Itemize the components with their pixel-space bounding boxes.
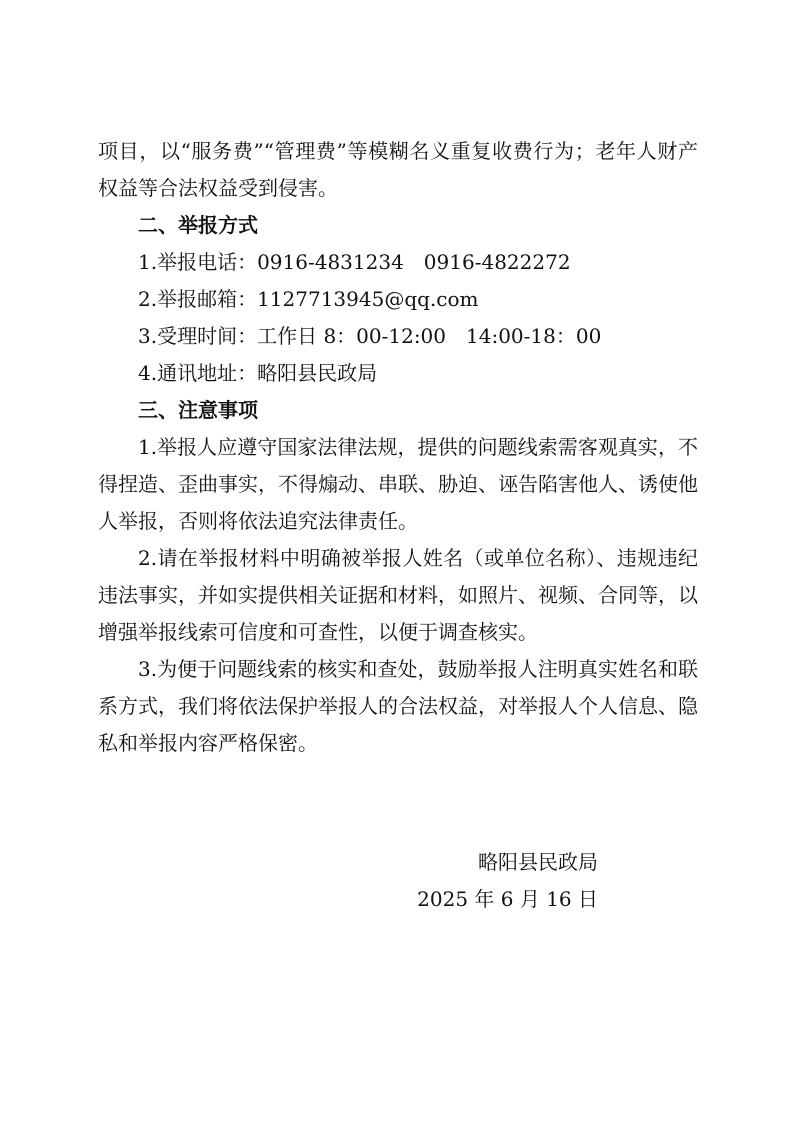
- report-email: 2.举报邮箱：1127713945@qq.com: [138, 287, 479, 311]
- report-phone: 1.举报电话：0916-4831234 0916-4822272: [138, 250, 571, 274]
- section-heading-notes: 三、注意事项: [138, 398, 258, 422]
- note-paragraph: 1.举报人应遵守国家法律法规，提供的问题线索需客观真实，不得捏造、歪曲事实，不得煽动、串联、胁迫、诬告陷害他人、诱使他人举报，否则将依法追究法律责任。: [98, 435, 698, 533]
- signature-date: 2025 年 6 月 16 日: [417, 887, 598, 911]
- intro-paragraph: 项目，以“服务费”“管理费”等模糊名义重复收费行为；老年人财产权益等合法权益受到侵害。: [98, 139, 698, 200]
- signature-org: 略阳县民政局: [478, 850, 598, 874]
- document-body: [98, 133, 698, 762]
- report-address: 4.通讯地址：略阳县民政局: [138, 361, 378, 385]
- report-hours: 3.受理时间：工作日 8：00-12:00 14:00-18：00: [138, 324, 602, 348]
- note-paragraph: 3.为便于问题线索的核实和查处，鼓励举报人注明真实姓名和联系方式，我们将依法保护举报人的合法权益，对举报人个人信息、隐私和举报内容严格保密。: [98, 657, 698, 755]
- section-heading-report-methods: 二、举报方式: [138, 213, 258, 237]
- note-paragraph: 2.请在举报材料中明确被举报人姓名（或单位名称）、违规违纪违法事实，并如实提供相关证据和材料，如照片、视频、合同等，以增强举报线索可信度和可查性，以便于调查核实。: [98, 546, 698, 644]
